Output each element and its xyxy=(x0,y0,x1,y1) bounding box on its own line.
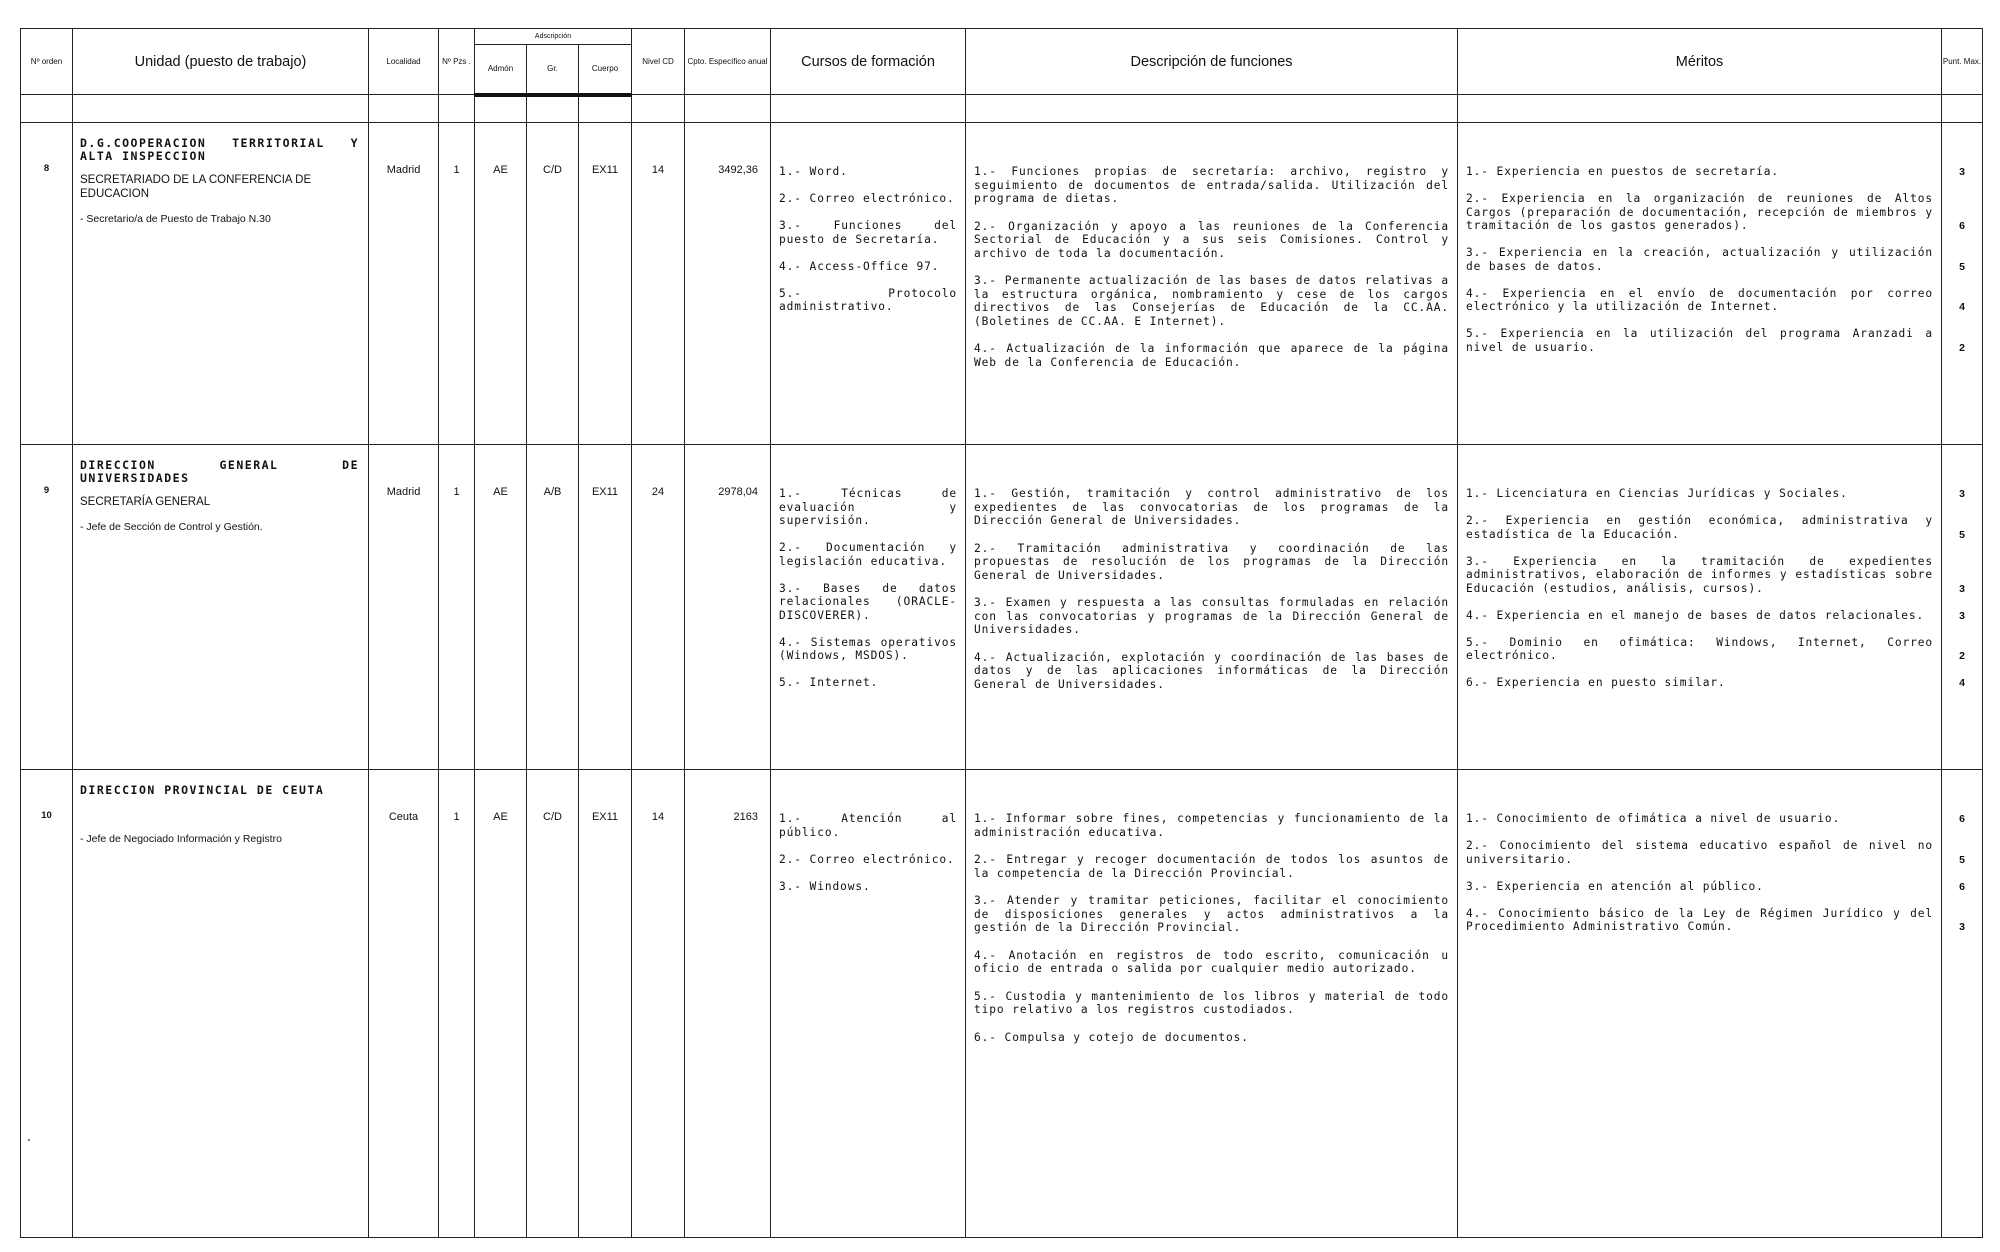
curso-item: 4.- Access-Office 97. xyxy=(779,259,940,273)
punt-value: 5 xyxy=(1959,528,1965,541)
funcion-item: 1.- Funciones propias de secretaría: archivo, registro y seguimiento de documentos de entrada/salida. Utilización del programa de dietas. xyxy=(974,165,1450,205)
cell-meritos xyxy=(1458,770,1942,1238)
header-cpto-especifico: Cpto. Específico anual xyxy=(685,29,771,95)
cell-cuerpo: EX11 xyxy=(579,770,632,1238)
cell-cpto-especifico: 2163 xyxy=(685,770,771,1238)
cell-gr: C/D xyxy=(527,770,579,1238)
punt-value: 6 xyxy=(1959,880,1965,893)
merito-item: 3.- Experiencia en la tramitación de expedientes administrativos, elaboración de informes y estadísticas sobre Educación (estudios, análisis, cursos). xyxy=(1466,554,1934,595)
cell-descripcion xyxy=(966,770,1458,1238)
cell-unidad xyxy=(73,445,369,770)
cell-unidad xyxy=(73,123,369,445)
curso-item: 4.- Sistemas operativos (Windows, MSDOS). xyxy=(779,635,958,662)
funcion-item: 4.- Actualización, explotación y coordinación de las bases de datos y de las aplicaciones informáticas de la Dirección General de Universidades. xyxy=(974,650,1450,691)
curso-item: 1.- Técnicas de evaluación y supervisión. xyxy=(779,487,958,527)
punt-value: 4 xyxy=(1959,301,1965,313)
unit-department xyxy=(80,807,359,821)
header-gr: Gr. xyxy=(527,45,579,95)
funcion-item: 4.- Anotación en registros de todo escrito, comunicación u oficio de entrada o salida por cualquier medio autorizado. xyxy=(974,948,1450,975)
merito-item: 3.- Experiencia en la creación, actualización y utilización de bases de datos. xyxy=(1466,246,1934,273)
cell-unidad xyxy=(73,770,369,1238)
header-n-orden: Nº orden xyxy=(21,29,73,95)
merito-item: 1.- Experiencia en puestos de secretaría. xyxy=(1466,165,1780,178)
merito-item: 2.- Conocimiento del sistema educativo español de nivel no universitario. xyxy=(1466,839,1934,866)
cell-localidad: Ceuta xyxy=(369,770,439,1238)
header-punt-max: Punt. Max. xyxy=(1942,29,1983,95)
punt-value: 2 xyxy=(1959,650,1965,662)
scan-dot xyxy=(28,1139,30,1141)
cell-gr: A/B xyxy=(527,445,579,770)
punt-value: 6 xyxy=(1959,220,1965,232)
cell-nivel-cd: 24 xyxy=(632,445,685,770)
cell-cursos xyxy=(771,770,966,1238)
cell-n-orden: 10 xyxy=(21,770,73,1238)
header-n-pzs: Nº Pzs . xyxy=(439,29,475,95)
funcion-item: 3.- Examen y respuesta a las consultas formuladas en relación con las convocatorias y programas de la Dirección General de Universidades. xyxy=(974,596,1450,636)
table-header-row xyxy=(21,29,1983,45)
cell-nivel-cd: 14 xyxy=(632,770,685,1238)
header-adscripcion: Adscripción xyxy=(475,29,632,45)
cell-meritos xyxy=(1458,123,1942,445)
merito-item: 4.- Experiencia en el manejo de bases de datos relacionales. xyxy=(1466,608,1925,622)
cell-admon: AE xyxy=(475,770,527,1238)
curso-item: 3.- Funciones del puesto de Secretaría. xyxy=(779,219,958,246)
cell-n-orden: 9 xyxy=(21,445,73,770)
punt-value: 5 xyxy=(1959,853,1965,866)
punt-value: 2 xyxy=(1959,341,1965,354)
cell-localidad: Madrid xyxy=(369,123,439,445)
cell-gr: C/D xyxy=(527,123,579,445)
curso-item: 3.- Windows. xyxy=(779,879,871,893)
cell-admon: AE xyxy=(475,123,527,445)
document-page xyxy=(20,28,1982,1243)
merito-item: 6.- Experiencia en puesto similar. xyxy=(1466,676,1726,689)
curso-item: 2.- Correo electrónico. xyxy=(779,852,955,866)
header-cursos: Cursos de formación xyxy=(771,29,966,95)
punt-value: 3 xyxy=(1959,488,1965,500)
merito-item: 5.- Dominio en ofimática: Windows, Internet, Correo electrónico. xyxy=(1466,635,1934,662)
header-nivel-cd: Nivel CD xyxy=(632,29,685,95)
punt-value: 3 xyxy=(1959,582,1965,595)
punt-value: 5 xyxy=(1959,260,1965,273)
funcion-item: 2.- Tramitación administrativa y coordinación de las propuestas de resolución de los programas de la Dirección General de Universidades. xyxy=(974,541,1450,582)
cell-localidad: Madrid xyxy=(369,445,439,770)
cell-cursos xyxy=(771,123,966,445)
header-localidad: Localidad xyxy=(369,29,439,95)
merito-item: 1.- Licenciatura en Ciencias Jurídicas y Sociales. xyxy=(1466,487,1848,500)
funcion-item: 4.- Actualización de la información que aparece de la página Web de la Conferencia de Educación. xyxy=(974,342,1450,369)
cell-meritos xyxy=(1458,445,1942,770)
merito-item: 4.- Conocimiento básico de la Ley de Régimen Jurídico y del Procedimiento Administrativo Común. xyxy=(1466,906,1934,933)
header-meritos: Méritos xyxy=(1458,29,1942,95)
funcion-item: 6.- Compulsa y cotejo de documentos. xyxy=(974,1030,1249,1044)
table-row xyxy=(21,770,1983,1238)
unit-post: - Jefe de Sección de Control y Gestión. xyxy=(80,521,263,533)
punt-value: 3 xyxy=(1959,609,1965,622)
header-descripcion: Descripción de funciones xyxy=(966,29,1458,95)
cell-descripcion xyxy=(966,123,1458,445)
funcion-item: 2.- Organización y apoyo a las reuniones de la Conferencia Sectorial de Educación y a sus seis Comisiones. Control y archivo de toda la documentación. xyxy=(974,219,1450,260)
curso-item: 5.- Internet. xyxy=(779,676,879,689)
cell-descripcion xyxy=(966,445,1458,770)
table-row xyxy=(21,123,1983,445)
cell-n-pzs: 1 xyxy=(439,770,475,1238)
curso-item: 1.- Word. xyxy=(779,165,848,178)
punt-value: 6 xyxy=(1959,813,1965,825)
unit-department: SECRETARÍA GENERAL xyxy=(80,496,211,508)
cell-nivel-cd: 14 xyxy=(632,123,685,445)
header-unidad: Unidad (puesto de trabajo) xyxy=(73,29,369,95)
cell-admon: AE xyxy=(475,445,527,770)
cell-punt-max xyxy=(1942,445,1983,770)
unit-title: D.G.COOPERACION TERRITORIAL Y ALTA INSPECCION xyxy=(80,136,359,163)
curso-item: 2.- Documentación y legislación educativa. xyxy=(779,541,958,568)
cell-cuerpo: EX11 xyxy=(579,123,632,445)
punt-value: 3 xyxy=(1959,166,1965,178)
unit-post: - Secretario/a de Puesto de Trabajo N.30 xyxy=(80,213,271,225)
merito-item: 3.- Experiencia en atención al público. xyxy=(1466,879,1764,893)
header-cuerpo: Cuerpo xyxy=(579,45,632,95)
punt-value: 4 xyxy=(1959,677,1965,689)
unit-title: DIRECCION PROVINCIAL DE CEUTA xyxy=(80,783,325,797)
cell-n-pzs: 1 xyxy=(439,445,475,770)
cell-punt-max xyxy=(1942,123,1983,445)
curso-item: 2.- Correo electrónico. xyxy=(779,192,955,205)
merito-item: 2.- Experiencia en gestión económica, administrativa y estadística de la Educación. xyxy=(1466,514,1934,541)
table-body xyxy=(21,123,1983,1238)
curso-item: 5.- Protocolo administrativo. xyxy=(779,286,958,313)
header-admon: Admón xyxy=(475,45,527,95)
curso-item: 3.- Bases de datos relacionales (ORACLE-DISCOVERER). xyxy=(779,581,958,622)
merito-item: 4.- Experiencia en el envío de documentación por correo electrónico y la utilización de Internet. xyxy=(1466,286,1934,313)
cell-punt-max xyxy=(1942,770,1983,1238)
funcion-item: 1.- Informar sobre fines, competencias y funcionamiento de la administración educativa. xyxy=(974,812,1450,839)
spacer-row xyxy=(21,95,1983,123)
funcion-item: 3.- Atender y tramitar peticiones, facilitar el conocimiento de disposiciones generales y actos administrativos a la gestión de la Dirección Provincial. xyxy=(974,894,1450,934)
funcion-item: 5.- Custodia y mantenimiento de los libros y material de todo tipo relativo a los registros custodiados. xyxy=(974,989,1450,1016)
unit-post: - Jefe de Negociado Información y Registro xyxy=(80,833,282,845)
cell-cuerpo: EX11 xyxy=(579,445,632,770)
punt-value: 3 xyxy=(1959,921,1965,933)
cell-cpto-especifico: 3492,36 xyxy=(685,123,771,445)
merito-item: 1.- Conocimiento de ofimática a nivel de usuario. xyxy=(1466,812,1841,825)
funcion-item: 2.- Entregar y recoger documentación de todos los asuntos de la competencia de la Dirección Provincial. xyxy=(974,853,1450,880)
vacancies-table xyxy=(20,28,1983,1238)
merito-item: 2.- Experiencia en la organización de reuniones de Altos Cargos (preparación de documentación, recepción de miembros y tramitación de los gastos generados). xyxy=(1466,192,1934,232)
table-row xyxy=(21,445,1983,770)
unit-department: SECRETARIADO DE LA CONFERENCIA DE EDUCACION xyxy=(80,174,312,200)
funcion-item: 1.- Gestión, tramitación y control administrativo de los expedientes de las convocatorias de los programas de la Dirección General de Universidades. xyxy=(974,487,1450,527)
curso-item: 1.- Atención al público. xyxy=(779,812,958,839)
cell-n-pzs: 1 xyxy=(439,123,475,445)
cell-cpto-especifico: 2978,04 xyxy=(685,445,771,770)
cell-cursos xyxy=(771,445,966,770)
cell-n-orden: 8 xyxy=(21,123,73,445)
merito-item: 5.- Experiencia en la utilización del programa Aranzadi a nivel de usuario. xyxy=(1466,327,1934,354)
funcion-item: 3.- Permanente actualización de las bases de datos relativas a la estructura orgánica, nombramiento y cese de los cargos directivos de las Consejerías de Educación de la CC.AA. (Boletines de CC.AA. E Internet). xyxy=(974,274,1450,328)
unit-title: DIRECCION GENERAL DE UNIVERSIDADES xyxy=(80,458,359,485)
